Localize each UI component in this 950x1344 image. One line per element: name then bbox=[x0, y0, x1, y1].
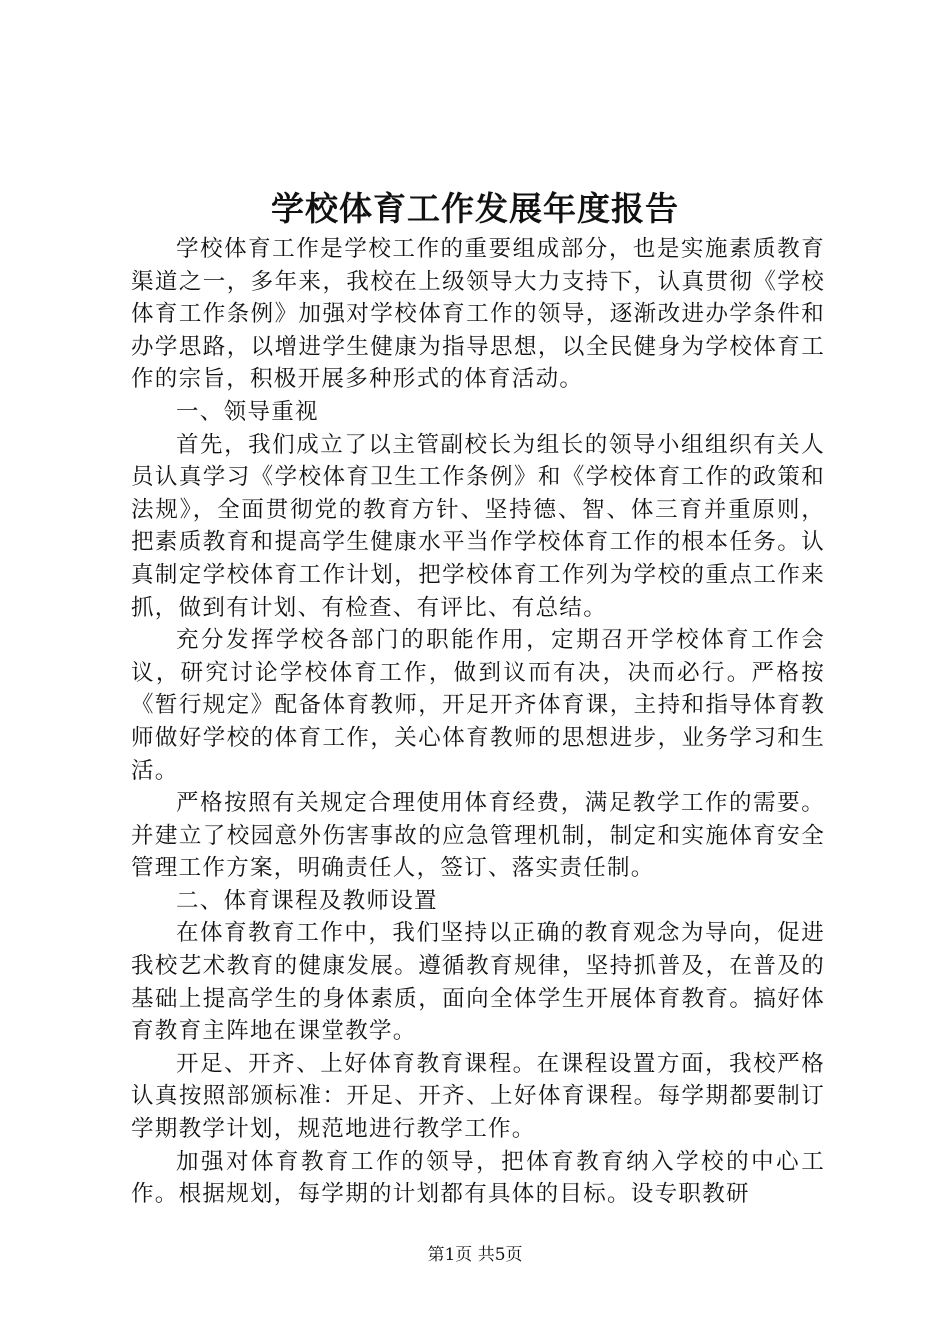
paragraph-funding-safety: 严格按照有关规定合理使用体育经费，满足教学工作的需要。并建立了校园意外伤害事故的应急管理机制，制定和实施体育安全管理工作方案，明确责任人，签订、落实责任制。 bbox=[131, 790, 825, 882]
section-heading-leadership: 一、领导重视 bbox=[176, 398, 319, 425]
document-body bbox=[131, 233, 825, 1211]
paragraph-department-roles: 充分发挥学校各部门的职能作用，定期召开学校体育工作会议，研究讨论学校体育工作，做到议而有决，决而必行。严格按《暂行规定》配备体育教师，开足开齐体育课，主持和指导体育教师做好学校的体育工作，关心体育教师的思想进步，业务学习和生活。 bbox=[131, 627, 825, 784]
paragraph-course-setup: 开足、开齐、上好体育教育课程。在课程设置方面，我校严格认真按照部颁标准：开足、开齐、上好体育课程。每学期都要制订学期教学计划，规范地进行教学工作。 bbox=[131, 1050, 825, 1143]
paragraph-intro: 学校体育工作是学校工作的重要组成部分，也是实施素质教育渠道之一，多年来，我校在上级领导大力支持下，认真贯彻《学校体育工作条例》加强对学校体育工作的领导，逐渐改进办学条件和办学思路，以增进学生健康为指导思想，以全民健身为学校体育工作的宗旨，积极开展多种形式的体育活动。 bbox=[131, 236, 825, 393]
paragraph-strengthen-leadership: 加强对体育教育工作的领导，把体育教育纳入学校的中心工作。根据规划，每学期的计划都有具体的目标。设专职教研 bbox=[131, 1148, 825, 1208]
document-title: 学校体育工作发展年度报告 bbox=[271, 189, 679, 228]
page-number-footer: 第1页 共5页 bbox=[427, 1245, 523, 1265]
paragraph-leadership-group: 首先，我们成立了以主管副校长为组长的领导小组组织有关人员认真学习《学校体育卫生工作条例》和《学校体育工作的政策和法规》，全面贯彻党的教育方针、坚持德、智、体三育并重原则，把素质教育和提高学生健康水平当作学校体育工作的根本任务。认真制定学校体育工作计划，把学校体育工作列为学校的重点工作来抓，做到有计划、有检查、有评比、有总结。 bbox=[131, 431, 825, 621]
paragraph-education-concept: 在体育教育工作中，我们坚持以正确的教育观念为导向，促进我校艺术教育的健康发展。遵循教育规律，坚持抓普及，在普及的基础上提高学生的身体素质，面向全体学生开展体育教育。搞好体育教育主阵地在课堂教学。 bbox=[131, 920, 825, 1045]
section-heading-curriculum: 二、体育课程及教师设置 bbox=[176, 887, 438, 914]
